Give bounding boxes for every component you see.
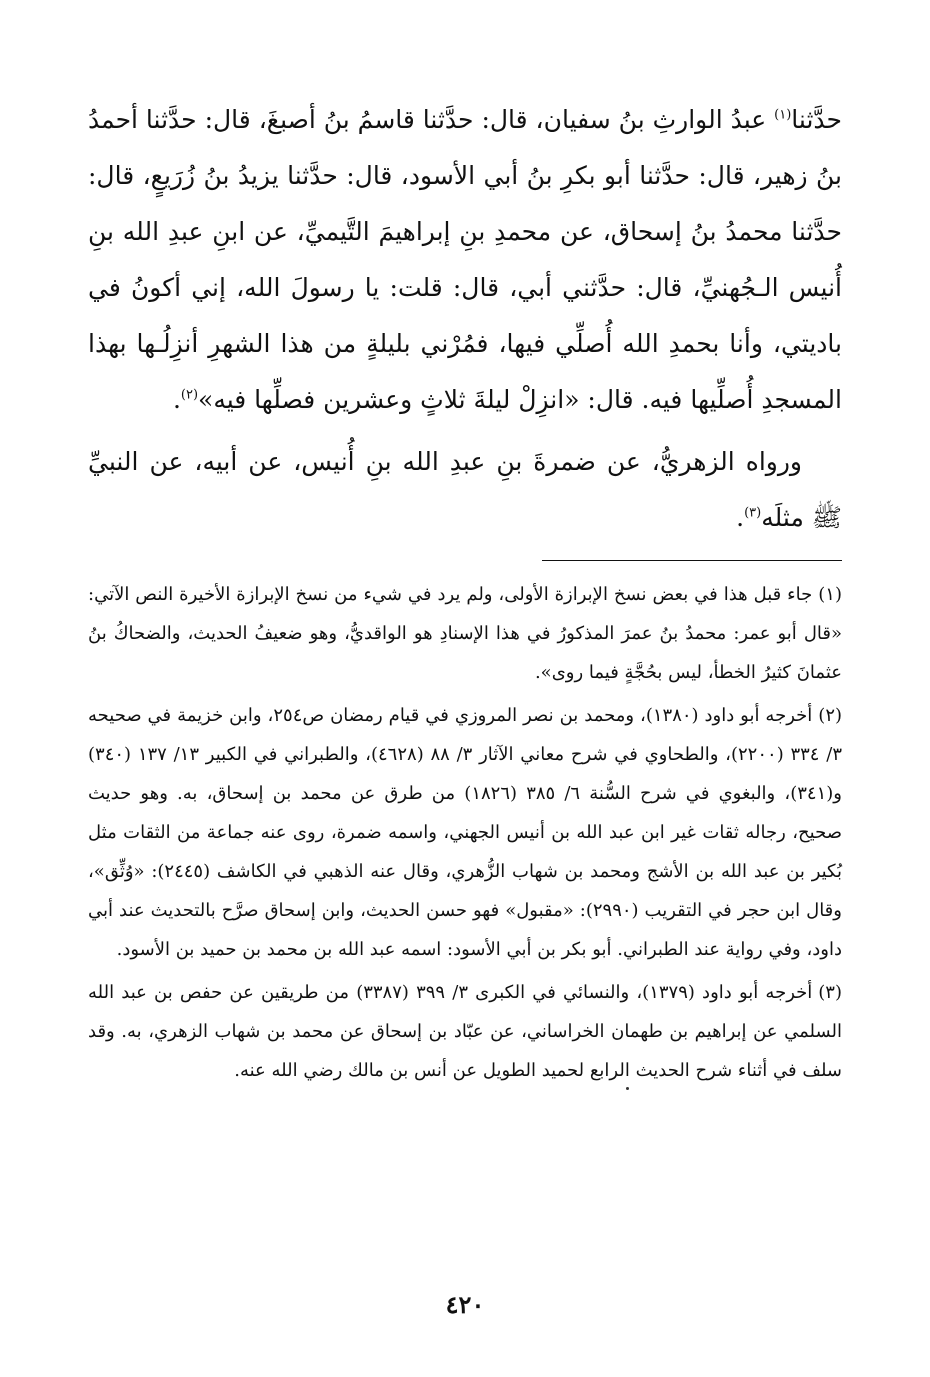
footnote-ref-1[interactable]: (١) <box>774 107 792 123</box>
narration-end: . <box>736 503 745 532</box>
footnote-marker: (٢) <box>818 705 843 726</box>
footnote-text: أخرجه أبو داود (١٣٨٠)، ومحمد بن نصر المروزي في قيام رمضان ص٢٥٤، وابن خزيمة في صحيحه ٣/ ٣٣٤ (٢٢٠٠)، والطحاوي في شرح معاني الآثار ٣/ ٨٨ (٤٦٢٨)، والطبراني في الكبير ١٣/ ١٣٧ (٣٤٠) و(٣٤١)، والبغوي في شرح السُّنة ٦/ ٣٨٥ (١٨٢٦) من طرق عن محمد بن إسحاق، به. وهو حديث صحيح، رجاله ثقات غير ابن عبد الله بن أنيس الجهني، واسمه ضمرة، روى عنه جماعة من الثقات مثل بُكير بن عبد الله بن الأشج ومحمد بن شهاب الزُّهري، وقال عنه الذهبي في الكاشف (٢٤٤٥): «وُثِّق»، وقال ابن حجر في التقريب (٢٩٩٠): «مقبول» فهو حسن الحديث، وابن إسحاق صرَّح بالتحديث عند أبي داود، وفي رواية عند الطبراني. أبو بكر بن أبي الأسود: اسمه عبد الله بن محمد بن حميد بن الأسود. <box>88 705 843 960</box>
footnote-1 <box>88 575 842 692</box>
footnote-ref-2[interactable]: (٢) <box>180 387 199 403</box>
footnotes <box>88 575 842 1090</box>
paragraph-start: حدَّثنا <box>791 105 842 134</box>
narration-paragraph <box>88 434 842 546</box>
narration-text: ورواه الزهريُّ، عن ضمرةَ بنِ عبدِ الله بنِ أُنيس، عن أبيه، عن النبيِّ ﷺ مثلَه <box>88 447 842 532</box>
main-text <box>88 92 842 546</box>
footnote-text: أخرجه أبو داود (١٣٧٩)، والنسائي في الكبرى ٣/ ٣٩٩ (٣٣٨٧) من طريقين عن حفص بن عبد الله السلمي عن إبراهيم بن طهمان الخراساني، عن عبّاد بن إسحاق عن محمد بن شهاب الزهري، به. وقد سلف في أثناء شرح الحديث الرابع لحميد الطويل عن أنس بن مالك رضي الله عنه. <box>88 982 842 1081</box>
stray-dot <box>626 1087 629 1090</box>
footnote-3 <box>88 973 842 1090</box>
hadith-paragraph <box>88 92 842 428</box>
page-body <box>88 92 842 1094</box>
footnote-text: جاء قبل هذا في بعض نسخ الإبرازة الأولى، ولم يرد في شيء من نسخ الإبرازة الأخيرة النص الآتي: «قال أبو عمر: محمدُ بنُ عمرَ المذكورُ في هذا الإسنادِ هو الواقديُّ، وهو ضعيفُ الحديث، والضحاكُ بنُ عثمانَ كثيرُ الخطأ، ليس بحُجَّةٍ فيما روى». <box>88 584 842 683</box>
paragraph-end: . <box>172 385 181 414</box>
page-number: ٤٢٠ <box>445 1290 485 1319</box>
footnote-divider <box>542 560 842 561</box>
footnote-marker: (١) <box>818 584 842 605</box>
paragraph-text: عبدُ الوارثِ بنُ سفيان، قال: حدَّثنا قاسمُ بنُ أصبغَ، قال: حدَّثنا أحمدُ بنُ زهير، قال: حدَّثنا أبو بكرِ بنُ أبي الأسود، قال: حدَّثنا يزيدُ بنُ زُرَيعٍ، قال: حدَّثنا محمدُ بنُ إسحاق، عن محمدِ بنِ إبراهيمَ التَّيميِّ، عن ابنِ عبدِ الله بنِ أُنيس الـجُهنيِّ، قال: حدَّثني أبي، قال: قلت: يا رسولَ الله، إني أكونُ في باديتي، وأنا بحمدِ الله أُصلِّي فيها، فمُرْني بليلةٍ من هذا الشهرِ أنزِلُـها بهذا المسجدِ أُصلِّيها فيه. قال: «انزِلْ ليلةَ ثلاثٍ وعشرين فصلِّها فيه» <box>88 105 843 414</box>
footnote-2 <box>88 696 842 969</box>
footnote-ref-3[interactable]: (٣) <box>744 505 762 521</box>
footnote-marker: (٣) <box>818 982 842 1003</box>
